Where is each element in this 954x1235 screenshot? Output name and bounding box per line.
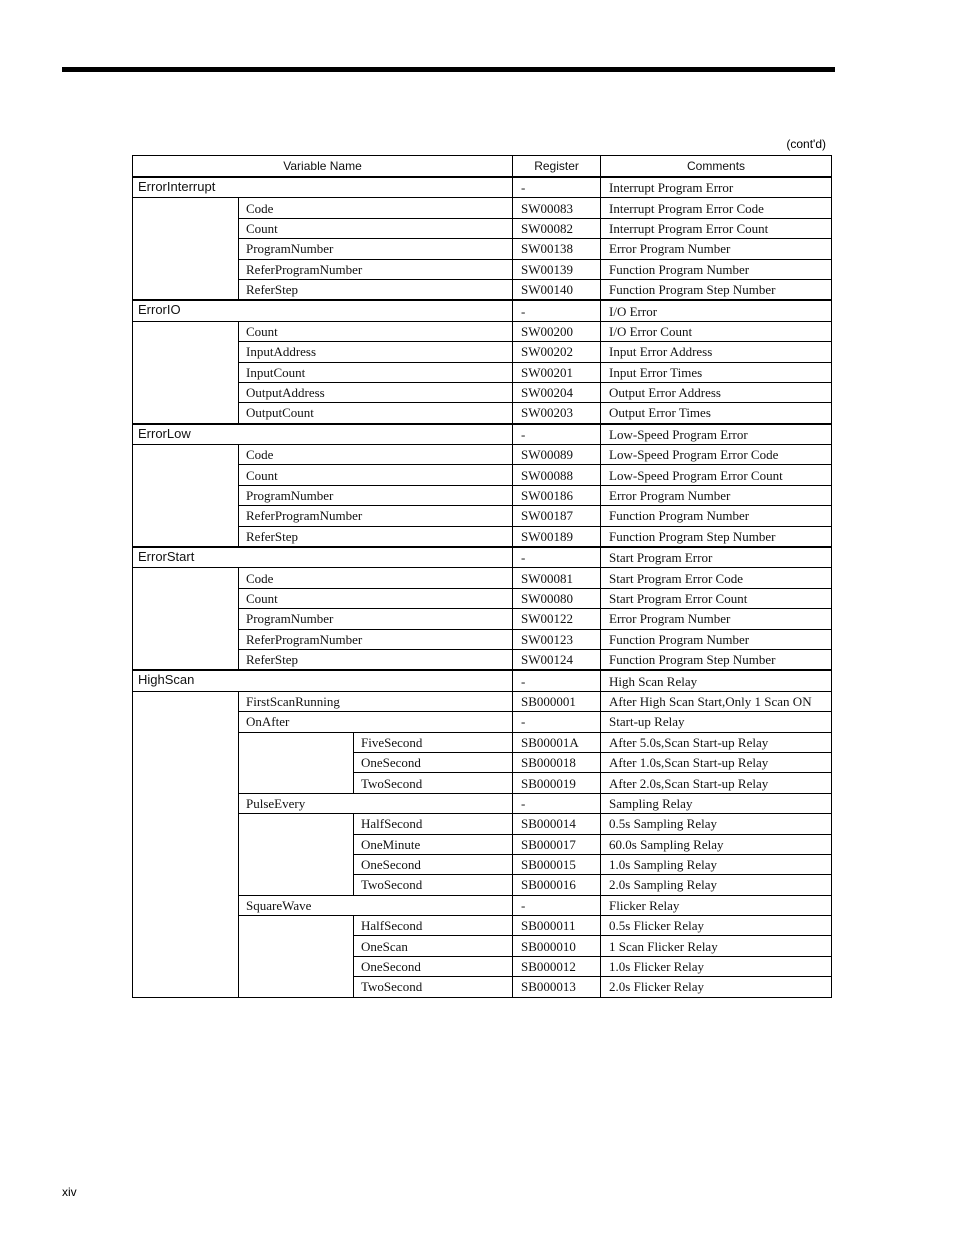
comment-cell: Low-Speed Program Error (601, 424, 832, 445)
sub-member-name: OneScan (354, 936, 513, 956)
comment-cell: Input Error Times (601, 362, 832, 382)
indent-cell (239, 814, 354, 896)
register-cell: SW00201 (513, 362, 601, 382)
comment-cell: Interrupt Program Error (601, 177, 832, 198)
comment-cell: Function Program Number (601, 506, 832, 526)
register-cell: SW00081 (513, 568, 601, 588)
comment-cell: Function Program Step Number (601, 279, 832, 300)
comment-cell: 60.0s Sampling Relay (601, 834, 832, 854)
comment-cell: Input Error Address (601, 342, 832, 362)
table-row (133, 300, 832, 321)
comment-cell: 0.5s Sampling Relay (601, 814, 832, 834)
table-row (133, 177, 832, 198)
member-name: SquareWave (239, 895, 513, 915)
indent-cell (133, 321, 239, 423)
register-cell: SW00189 (513, 526, 601, 547)
register-cell: SW00187 (513, 506, 601, 526)
register-cell: - (513, 177, 601, 198)
member-name: InputAddress (239, 342, 513, 362)
comment-cell: Output Error Address (601, 382, 832, 402)
comment-cell: 2.0s Sampling Relay (601, 875, 832, 895)
header-variable-name: Variable Name (133, 156, 513, 178)
register-cell: - (513, 300, 601, 321)
register-cell: SW00123 (513, 629, 601, 649)
member-name: Count (239, 465, 513, 485)
member-name: OnAfter (239, 712, 513, 732)
member-name: Count (239, 321, 513, 341)
comment-cell: 0.5s Flicker Relay (601, 916, 832, 936)
register-cell: SB000016 (513, 875, 601, 895)
comment-cell: High Scan Relay (601, 670, 832, 691)
register-cell: SW00139 (513, 259, 601, 279)
member-name: Code (239, 568, 513, 588)
register-cell: SW00083 (513, 198, 601, 218)
register-cell: SB00001A (513, 732, 601, 752)
group-name: ErrorInterrupt (133, 177, 513, 198)
register-cell: SW00186 (513, 485, 601, 505)
indent-cell (239, 916, 354, 998)
comment-cell: 2.0s Flicker Relay (601, 977, 832, 997)
sub-member-name: HalfSecond (354, 814, 513, 834)
table-row (133, 670, 832, 691)
comment-cell: Function Program Step Number (601, 649, 832, 670)
comment-cell: Start Program Error (601, 547, 832, 568)
comment-cell: I/O Error Count (601, 321, 832, 341)
comment-cell: Low-Speed Program Error Count (601, 465, 832, 485)
comment-cell: Low-Speed Program Error Code (601, 445, 832, 465)
register-cell: SB000017 (513, 834, 601, 854)
member-name: ProgramNumber (239, 609, 513, 629)
comment-cell: Sampling Relay (601, 793, 832, 813)
member-name: ReferProgramNumber (239, 629, 513, 649)
register-cell: SW00082 (513, 218, 601, 238)
top-rule (62, 67, 835, 72)
comment-cell: 1.0s Sampling Relay (601, 854, 832, 874)
register-cell: - (513, 670, 601, 691)
sub-member-name: TwoSecond (354, 773, 513, 793)
variable-table (132, 155, 832, 998)
register-cell: SW00089 (513, 445, 601, 465)
sub-member-name: OneSecond (354, 956, 513, 976)
register-cell: SW00204 (513, 382, 601, 402)
register-cell: SB000012 (513, 956, 601, 976)
comment-cell: 1 Scan Flicker Relay (601, 936, 832, 956)
comment-cell: After 5.0s,Scan Start-up Relay (601, 732, 832, 752)
header-comments: Comments (601, 156, 832, 178)
comment-cell: Error Program Number (601, 485, 832, 505)
indent-cell (133, 445, 239, 547)
register-cell: - (513, 895, 601, 915)
member-name: ReferProgramNumber (239, 259, 513, 279)
member-name: ReferStep (239, 279, 513, 300)
group-name: ErrorLow (133, 424, 513, 445)
comment-cell: Output Error Times (601, 403, 832, 424)
table-row (133, 691, 832, 711)
member-name: Code (239, 198, 513, 218)
register-cell: SB000001 (513, 691, 601, 711)
indent-cell (133, 568, 239, 670)
comment-cell: Function Program Step Number (601, 526, 832, 547)
register-cell: SW00200 (513, 321, 601, 341)
member-name: OutputCount (239, 403, 513, 424)
register-cell: - (513, 793, 601, 813)
comment-cell: Start Program Error Count (601, 588, 832, 608)
indent-cell (133, 198, 239, 300)
table-row (133, 547, 832, 568)
header-register: Register (513, 156, 601, 178)
member-name: ProgramNumber (239, 239, 513, 259)
indent-cell (239, 732, 354, 793)
table-row (133, 568, 832, 588)
group-name: ErrorIO (133, 300, 513, 321)
register-cell: SB000010 (513, 936, 601, 956)
register-cell: SW00138 (513, 239, 601, 259)
sub-member-name: OneSecond (354, 752, 513, 772)
continued-label: (cont'd) (786, 137, 826, 151)
register-cell: SB000011 (513, 916, 601, 936)
register-cell: SW00140 (513, 279, 601, 300)
register-cell: SW00124 (513, 649, 601, 670)
member-name: ProgramNumber (239, 485, 513, 505)
register-cell: - (513, 547, 601, 568)
register-cell: SW00080 (513, 588, 601, 608)
table-row (133, 321, 832, 341)
page-number: xiv (62, 1185, 77, 1199)
register-cell: SW00088 (513, 465, 601, 485)
comment-cell: After 1.0s,Scan Start-up Relay (601, 752, 832, 772)
comment-cell: 1.0s Flicker Relay (601, 956, 832, 976)
register-cell: - (513, 712, 601, 732)
register-cell: SB000019 (513, 773, 601, 793)
group-name: HighScan (133, 670, 513, 691)
sub-member-name: FiveSecond (354, 732, 513, 752)
table-row (133, 424, 832, 445)
member-name: Code (239, 445, 513, 465)
comment-cell: Start Program Error Code (601, 568, 832, 588)
table-body (133, 177, 832, 997)
sub-member-name: TwoSecond (354, 875, 513, 895)
member-name: InputCount (239, 362, 513, 382)
member-name: Count (239, 588, 513, 608)
comment-cell: Function Program Number (601, 629, 832, 649)
group-name: ErrorStart (133, 547, 513, 568)
indent-cell (133, 691, 239, 997)
member-name: FirstScanRunning (239, 691, 513, 711)
comment-cell: Flicker Relay (601, 895, 832, 915)
register-cell: SB000018 (513, 752, 601, 772)
comment-cell: Function Program Number (601, 259, 832, 279)
sub-member-name: TwoSecond (354, 977, 513, 997)
register-cell: SB000015 (513, 854, 601, 874)
comment-cell: Interrupt Program Error Count (601, 218, 832, 238)
sub-member-name: HalfSecond (354, 916, 513, 936)
table-header-row (133, 156, 832, 178)
register-cell: SB000013 (513, 977, 601, 997)
register-cell: SW00203 (513, 403, 601, 424)
member-name: Count (239, 218, 513, 238)
comment-cell: After High Scan Start,Only 1 Scan ON (601, 691, 832, 711)
comment-cell: Error Program Number (601, 609, 832, 629)
register-cell: SW00202 (513, 342, 601, 362)
register-cell: SB000014 (513, 814, 601, 834)
table-row (133, 445, 832, 465)
table-row (133, 198, 832, 218)
member-name: ReferStep (239, 526, 513, 547)
member-name: ReferStep (239, 649, 513, 670)
comment-cell: Error Program Number (601, 239, 832, 259)
comment-cell: Start-up Relay (601, 712, 832, 732)
member-name: OutputAddress (239, 382, 513, 402)
register-cell: - (513, 424, 601, 445)
comment-cell: After 2.0s,Scan Start-up Relay (601, 773, 832, 793)
sub-member-name: OneSecond (354, 854, 513, 874)
member-name: ReferProgramNumber (239, 506, 513, 526)
comment-cell: Interrupt Program Error Code (601, 198, 832, 218)
register-cell: SW00122 (513, 609, 601, 629)
sub-member-name: OneMinute (354, 834, 513, 854)
comment-cell: I/O Error (601, 300, 832, 321)
member-name: PulseEvery (239, 793, 513, 813)
